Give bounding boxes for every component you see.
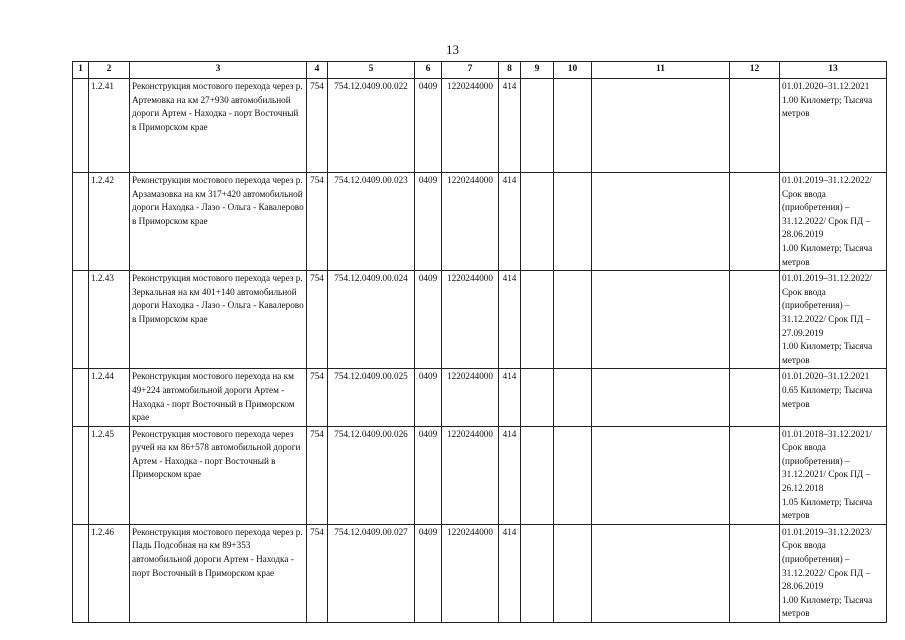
cell-col7: 1220244000 — [442, 173, 499, 271]
cell-col10 — [554, 524, 592, 622]
cell-col10 — [554, 79, 592, 173]
cell-col4: 754 — [307, 426, 328, 524]
cell-col9 — [521, 173, 554, 271]
cell-col8: 414 — [499, 173, 521, 271]
cell-col6: 0409 — [415, 271, 442, 369]
cell-object-name: Реконструкция мостового перехода через р. Падь Подсобная на км 89+353 автомобильной дороги Артем - Находка - порт Восточный в Приморском крае — [130, 524, 307, 622]
cell-col12 — [730, 369, 780, 426]
column-header: 2 — [89, 62, 130, 79]
cell-col4: 754 — [307, 369, 328, 426]
cell-col5: 754.12.0409.00.024 — [328, 271, 415, 369]
cell-col12 — [730, 173, 780, 271]
cell-item-number: 1.2.45 — [89, 426, 130, 524]
cell-col1 — [73, 524, 89, 622]
table-row — [73, 426, 887, 524]
cell-col7: 1220244000 — [442, 524, 499, 622]
table-row — [73, 79, 887, 173]
cell-col7: 1220244000 — [442, 426, 499, 524]
cell-col9 — [521, 369, 554, 426]
cell-col6: 0409 — [415, 426, 442, 524]
cell-col6: 0409 — [415, 79, 442, 173]
cell-col5: 754.12.0409.00.022 — [328, 79, 415, 173]
column-header: 12 — [730, 62, 780, 79]
cell-item-number: 1.2.43 — [89, 271, 130, 369]
cell-col9 — [521, 271, 554, 369]
cell-col1 — [73, 271, 89, 369]
cell-col10 — [554, 271, 592, 369]
cell-col7: 1220244000 — [442, 79, 499, 173]
cell-col13: 01.01.2020–31.12.2021 0.65 Километр; Тысяча метров — [780, 369, 887, 426]
cell-col10 — [554, 426, 592, 524]
column-header: 6 — [415, 62, 442, 79]
cell-col1 — [73, 426, 89, 524]
table-row — [73, 271, 887, 369]
cell-col9 — [521, 79, 554, 173]
cell-item-number: 1.2.42 — [89, 173, 130, 271]
cell-col11 — [592, 79, 730, 173]
cell-col13: 01.01.2019–31.12.2022/ Срок ввода (приобретения) – 31.12.2022/ Срок ПД – 27.09.2019 1.00 Километр; Тысяча метров — [780, 271, 887, 369]
cell-col8: 414 — [499, 369, 521, 426]
cell-col6: 0409 — [415, 173, 442, 271]
cell-col8: 414 — [499, 426, 521, 524]
cell-col4: 754 — [307, 524, 328, 622]
cell-col1 — [73, 369, 89, 426]
cell-col11 — [592, 173, 730, 271]
cell-col6: 0409 — [415, 524, 442, 622]
cell-object-name: Реконструкция мостового перехода через р. Арзамазовка на км 317+420 автомобильной дороги Находка - Лазо - Ольга - Кавалерово в Приморском крае — [130, 173, 307, 271]
cell-col10 — [554, 369, 592, 426]
cell-col13: 01.01.2018–31.12.2021/ Срок ввода (приобретения) – 31.12.2021/ Срок ПД – 26.12.2018 1.05 Километр; Тысяча метров — [780, 426, 887, 524]
budget-table — [72, 61, 887, 623]
cell-col12 — [730, 79, 780, 173]
cell-col4: 754 — [307, 271, 328, 369]
cell-col13: 01.01.2019–31.12.2022/ Срок ввода (приобретения) – 31.12.2022/ Срок ПД – 28.06.2019 1.00 Километр; Тысяча метров — [780, 173, 887, 271]
column-header: 9 — [521, 62, 554, 79]
table-body — [73, 79, 887, 623]
cell-col12 — [730, 426, 780, 524]
cell-col7: 1220244000 — [442, 271, 499, 369]
column-header: 8 — [499, 62, 521, 79]
cell-col9 — [521, 426, 554, 524]
column-header: 4 — [307, 62, 328, 79]
cell-col4: 754 — [307, 173, 328, 271]
cell-col8: 414 — [499, 271, 521, 369]
cell-item-number: 1.2.44 — [89, 369, 130, 426]
column-header: 10 — [554, 62, 592, 79]
cell-col10 — [554, 173, 592, 271]
cell-object-name: Реконструкция мостового перехода через р. Зеркальная на км 401+140 автомобильной дороги Находка - Лазо - Ольга - Кавалерово в Приморском крае — [130, 271, 307, 369]
column-header: 5 — [328, 62, 415, 79]
column-header: 3 — [130, 62, 307, 79]
cell-col9 — [521, 524, 554, 622]
cell-col6: 0409 — [415, 369, 442, 426]
cell-col12 — [730, 524, 780, 622]
cell-col1 — [73, 79, 89, 173]
cell-col7: 1220244000 — [442, 369, 499, 426]
cell-col13: 01.01.2019–31.12.2023/ Срок ввода (приобретения) – 31.12.2022/ Срок ПД – 28.06.2019 1.00 Километр; Тысяча метров — [780, 524, 887, 622]
column-header: 11 — [592, 62, 730, 79]
cell-col11 — [592, 524, 730, 622]
cell-col5: 754.12.0409.00.023 — [328, 173, 415, 271]
column-header: 7 — [442, 62, 499, 79]
table-row — [73, 369, 887, 426]
cell-col13: 01.01.2020–31.12.2021 1.00 Километр; Тысяча метров — [780, 79, 887, 173]
header-row — [73, 62, 887, 79]
cell-col8: 414 — [499, 524, 521, 622]
cell-col8: 414 — [499, 79, 521, 173]
cell-col12 — [730, 271, 780, 369]
cell-col11 — [592, 369, 730, 426]
cell-col11 — [592, 271, 730, 369]
cell-col4: 754 — [307, 79, 328, 173]
column-header: 13 — [780, 62, 887, 79]
cell-object-name: Реконструкция мостового перехода на км 49+224 автомобильной дороги Артем - Находка - порт Восточный в Приморском крае — [130, 369, 307, 426]
table-row — [73, 173, 887, 271]
table-row — [73, 524, 887, 622]
cell-col5: 754.12.0409.00.026 — [328, 426, 415, 524]
cell-col5: 754.12.0409.00.027 — [328, 524, 415, 622]
cell-item-number: 1.2.41 — [89, 79, 130, 173]
cell-col11 — [592, 426, 730, 524]
column-header: 1 — [73, 62, 89, 79]
cell-col5: 754.12.0409.00.025 — [328, 369, 415, 426]
page-number: 13 — [446, 42, 459, 57]
cell-object-name: Реконструкция мостового перехода через р. Артемовка на км 27+930 автомобильной дороги Артем - Находка - порт Восточный в Приморском крае — [130, 79, 307, 173]
cell-col1 — [73, 173, 89, 271]
cell-item-number: 1.2.46 — [89, 524, 130, 622]
cell-object-name: Реконструкция мостового перехода через ручей на км 86+578 автомобильной дороги Артем - Находка - порт Восточный в Приморском крае — [130, 426, 307, 524]
